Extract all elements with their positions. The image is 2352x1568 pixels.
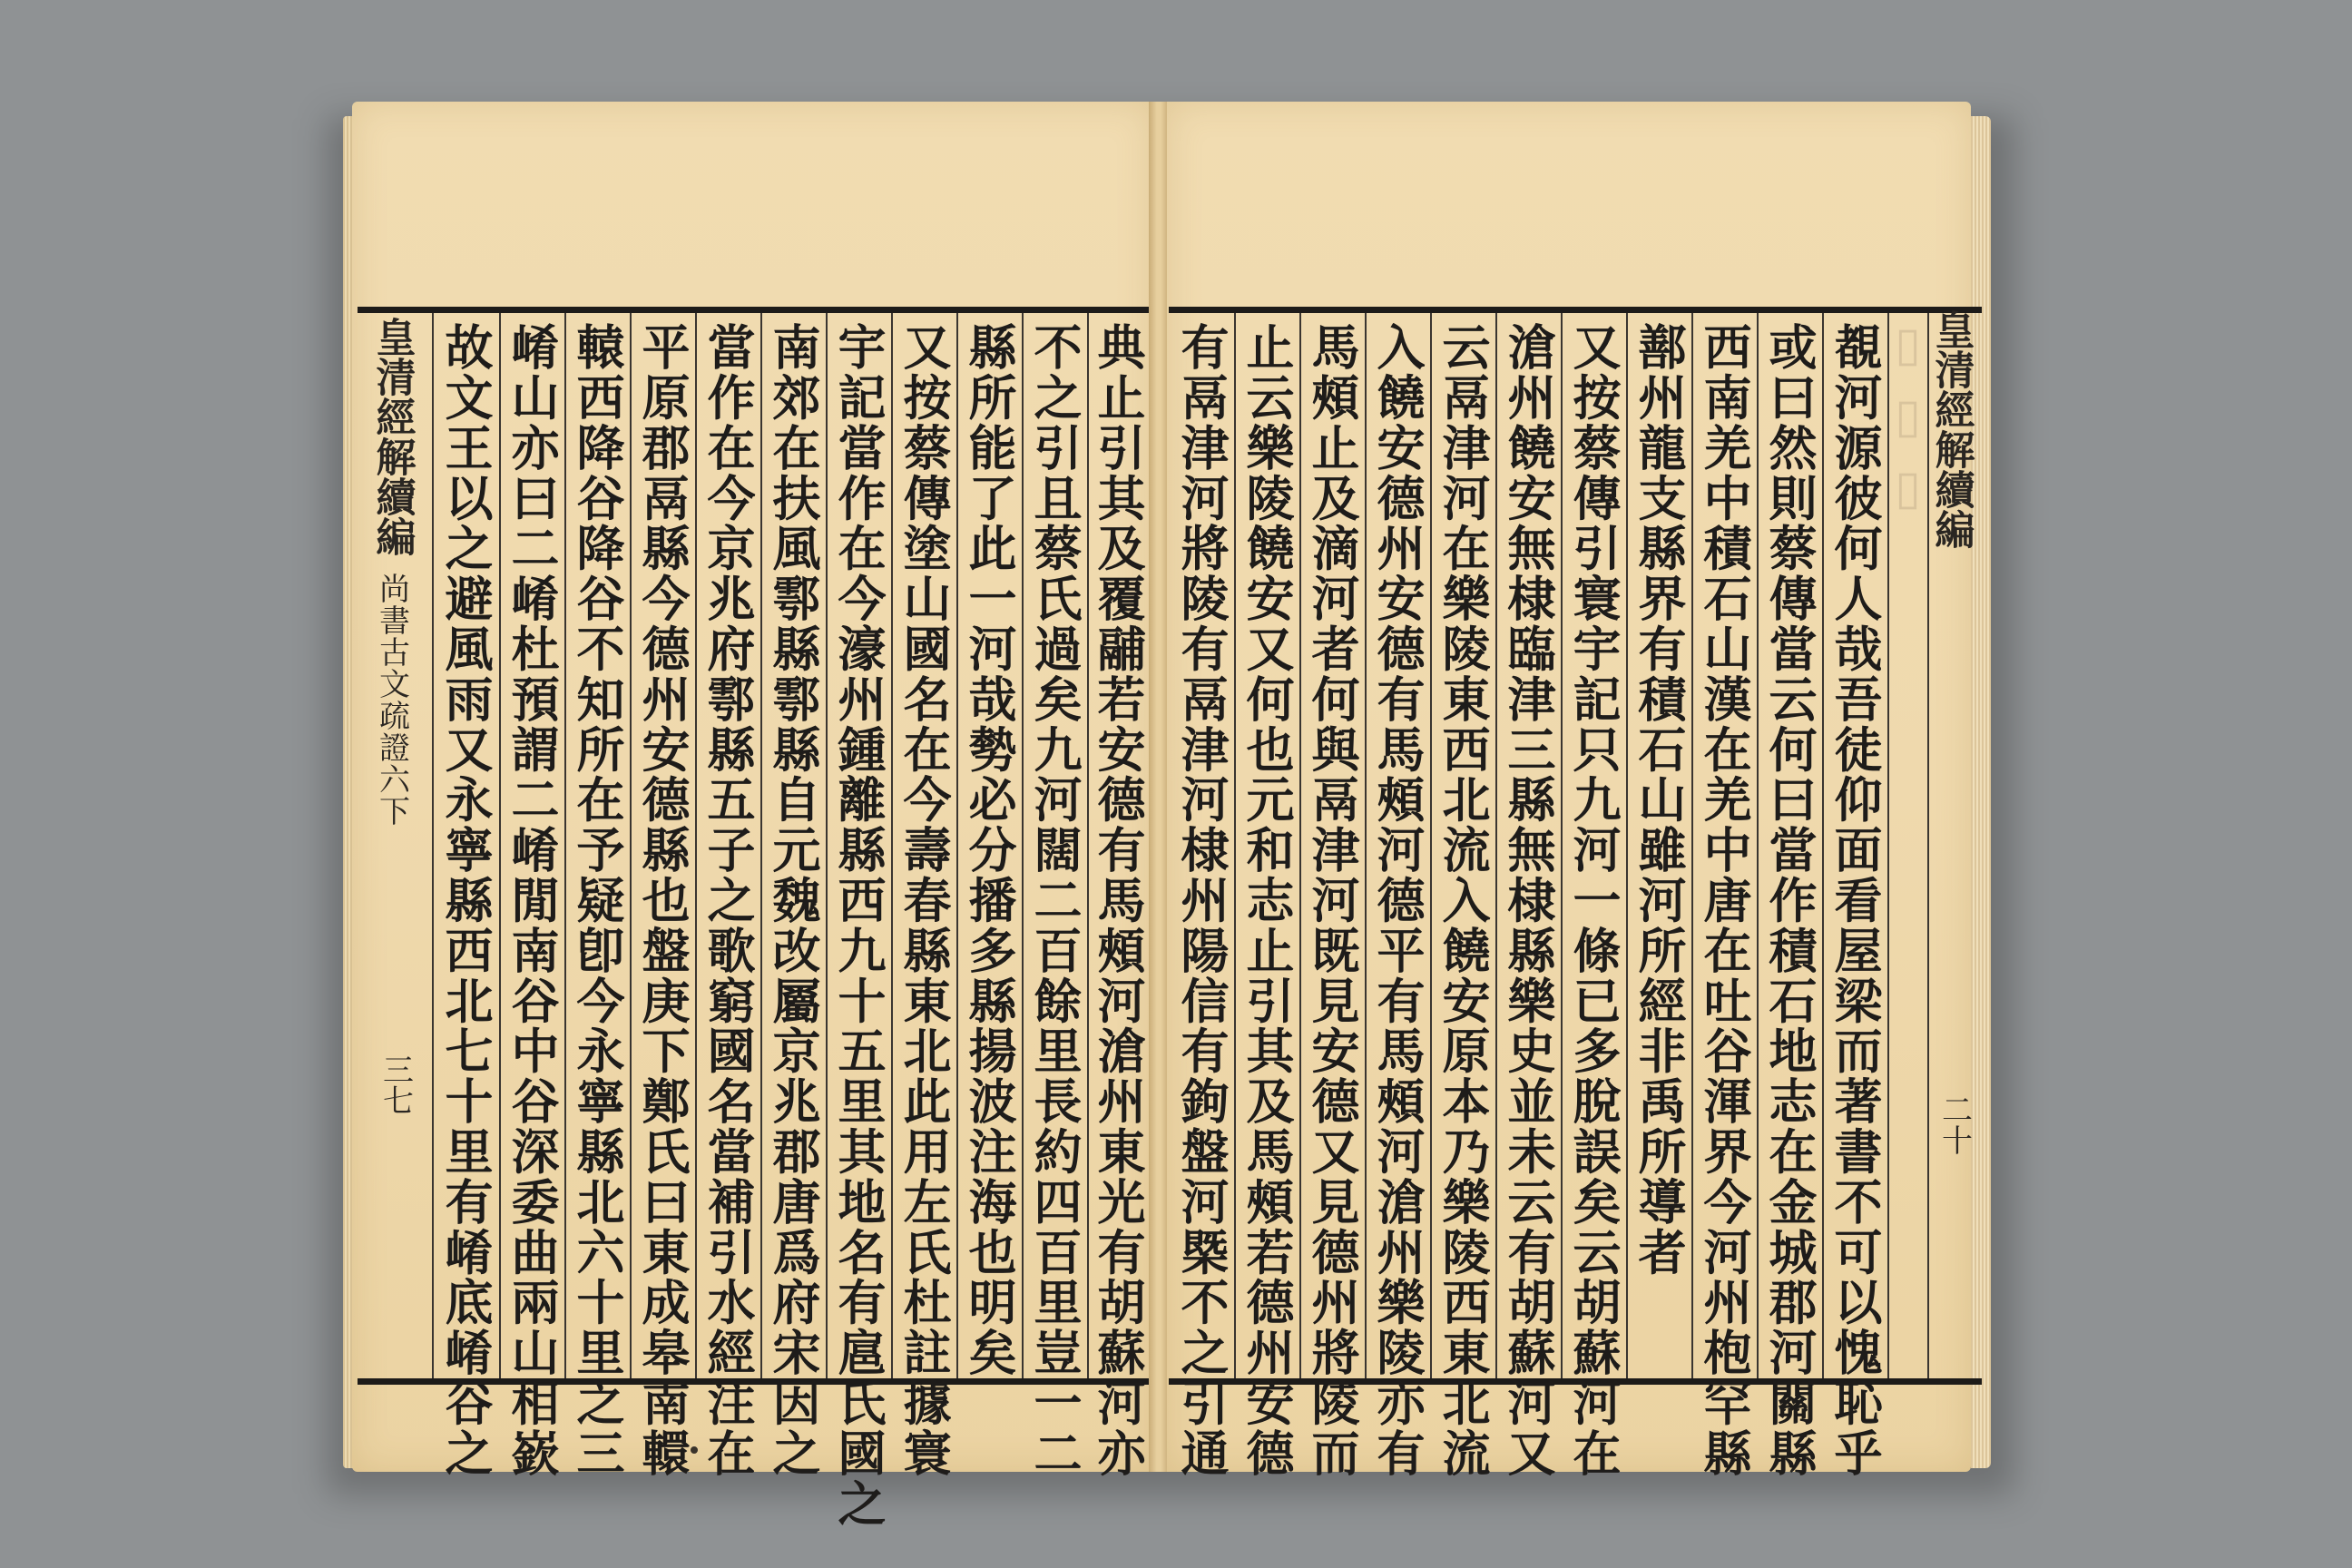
open-book (343, 94, 1994, 1529)
text-column (1087, 322, 1149, 1479)
column-text: 云鬲津河在樂陵東西北流入饒安原本乃樂陵西東北流 (1435, 322, 1491, 1479)
folio-mark: 二十 (1936, 1093, 1973, 1155)
text-column (1691, 322, 1757, 1479)
folio-mark: 三七 (377, 1054, 414, 1115)
right-center-fold-margin (1880, 317, 1936, 1360)
column-text: 崤山亦曰二崤杜預謂二崤閒南谷中谷深委曲兩山相嶔 (504, 322, 560, 1479)
right-page-text-frame (1169, 307, 1982, 1479)
banner-title: 皇清經解續編 (368, 317, 416, 556)
text-column (499, 322, 564, 1479)
right-margin-title (1927, 309, 1982, 1353)
text-column (760, 322, 826, 1479)
column-text: 馬頰止及滴河者何與鬲津河既見安德又見德州將陵而 (1304, 322, 1360, 1479)
column-text: 平原郡鬲縣今德州安德縣也盤庚下鄭氏曰東成皋南轘 (634, 322, 691, 1479)
banner-title: 皇清經解續編 (1927, 309, 1975, 549)
column-text: 滄州饒安無棣臨津三縣無棣縣樂史並未云有胡蘇河又 (1500, 322, 1556, 1479)
text-column (891, 322, 956, 1479)
column-text: 西南羌中積石山漢在羌中唐在吐谷渾界今河州枹罕縣 (1696, 322, 1752, 1479)
text-column (432, 322, 499, 1479)
column-text: 南郊在扶風鄠縣鄠縣自元魏改屬京兆郡唐爲府宋因之 (765, 322, 821, 1479)
text-column (1495, 322, 1561, 1479)
text-column (630, 322, 695, 1479)
column-text: 宇記當作在今濠州鍾離縣西九十五里其地名有扈氏國之 (830, 322, 887, 1529)
column-text: 當作在今京兆府鄠縣五子之歌窮國名當補引水經注在 (700, 322, 756, 1479)
column-text: 典止引其及覆鬴若安德有馬頰河滄州東光有胡蘇河亦 (1090, 322, 1146, 1479)
column-text: 縣所能了此一河哉勢必分播多縣揚波注海也明矣 (961, 322, 1017, 1378)
text-column (956, 322, 1022, 1378)
text-column (1561, 322, 1626, 1479)
column-text: 轅西降谷降谷不知所在予疑卽今永寧縣北六十里之三 (569, 322, 625, 1479)
column-text: 又按蔡傳引寰宇記只九河一條已多脫誤矣云胡蘇河在 (1565, 322, 1622, 1479)
text-column (1299, 322, 1365, 1479)
bleed-through-text: ▯ ▯ ▯ (1880, 317, 1936, 516)
text-column (826, 322, 891, 1529)
column-text: 或曰然則蔡傳當云何曰當作積石地志在金城郡河關縣 (1761, 322, 1818, 1479)
book-section-title: 尚書古文疏證六下 (373, 573, 410, 827)
text-column (1757, 322, 1822, 1479)
column-text: 止云樂陵饒安又何也元和志止引其及馬頰若德州安德 (1239, 322, 1295, 1479)
text-column (1022, 322, 1087, 1479)
text-column (564, 322, 630, 1479)
column-text: 有鬲津河將陵有鬲津河棣州陽信有鉤盤河槩不之引通 (1173, 322, 1230, 1479)
text-column (1365, 322, 1430, 1479)
column-text: 入饒安德州安德有馬頰河德平有馬頰河滄州樂陵亦有 (1369, 322, 1426, 1479)
column-text: 鄯州龍支縣界有積石山雖河所經非禹所導者 (1631, 322, 1687, 1278)
left-margin-title (359, 317, 432, 1360)
text-column (1169, 322, 1234, 1479)
column-text: 覩河源彼何人哉吾徒仰面看屋梁而著書不可以愧恥乎 (1827, 322, 1883, 1479)
column-text: 又按蔡傳塗山國名在今壽春縣東北此用左氏杜註據寰 (896, 322, 952, 1479)
text-column (1234, 322, 1299, 1479)
book-gutter (1149, 102, 1169, 1472)
left-page-text-frame (358, 307, 1149, 1529)
column-text: 不之引且蔡氏過矣九河闊二百餘里長約四百里豈一二 (1026, 322, 1083, 1479)
text-column (1430, 322, 1495, 1479)
text-column (1626, 322, 1691, 1366)
text-column (1822, 322, 1887, 1479)
ink-speck (691, 1446, 698, 1454)
text-column (695, 322, 760, 1479)
column-text: 故文王以之避風雨又永寧縣西北七十里有崤底崤谷之 (437, 322, 494, 1479)
